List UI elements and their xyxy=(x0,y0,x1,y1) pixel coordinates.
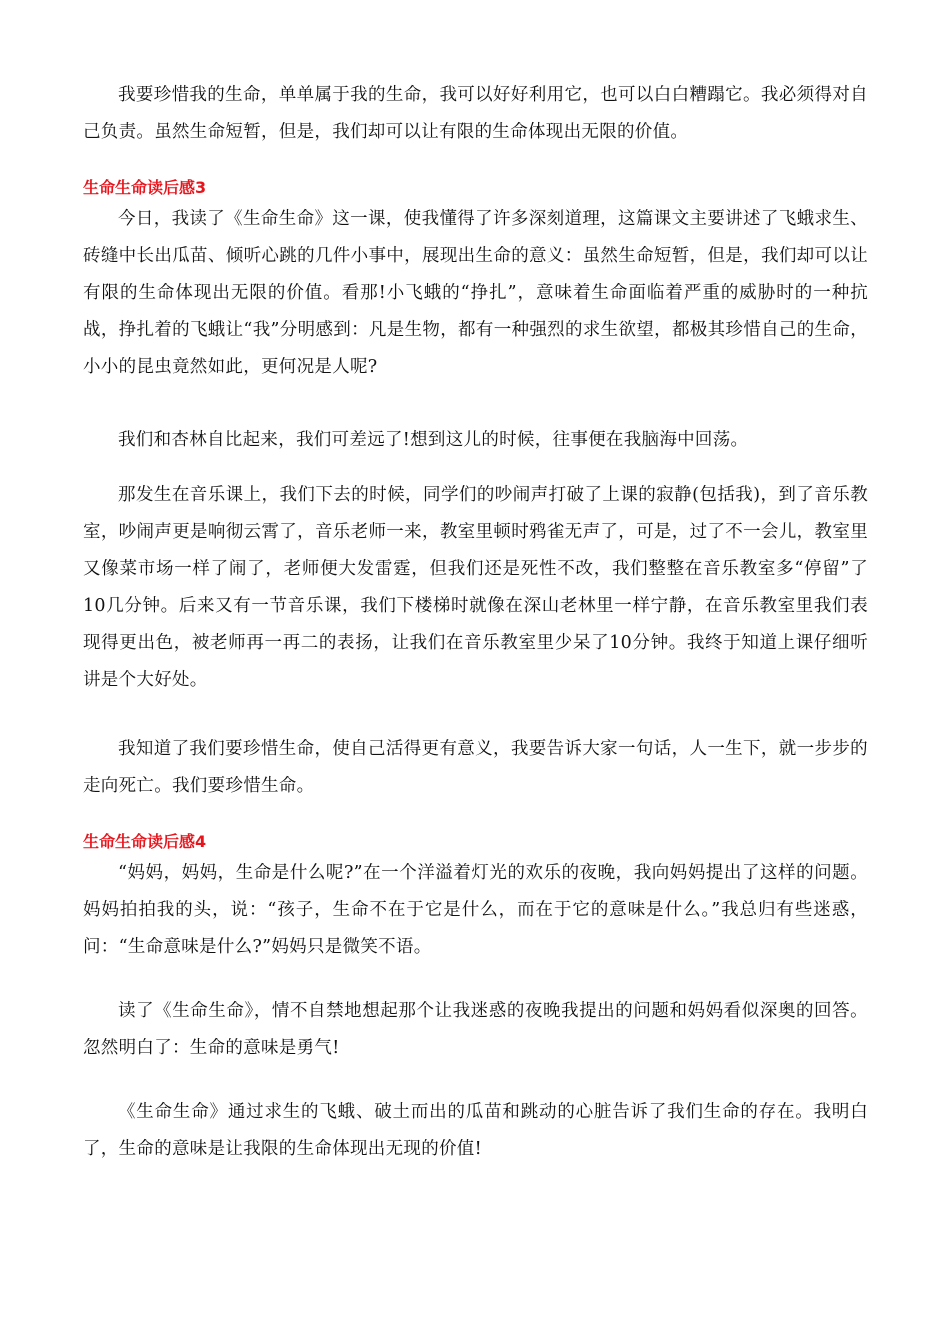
section-3-paragraph-3: 那发生在音乐课上，我们下去的时候，同学们的吵闹声打破了上课的寂静(包括我)，到了音乐教室，吵闹声更是响彻云霄了，音乐老师一来，教室里顿时鸦雀无声了，可是，过了不一会儿，教室里又像菜市场一样了闹了，老师便大发雷霆，但我们还是死性不改，我们整整在音乐教室多“停留”了10几分钟。后来又有一节音乐课，我们下楼梯时就像在深山老林里一样宁静，在音乐教室里我们表现得更出色，被老师再一再二的表扬，让我们在音乐教室里少呆了10分钟。我终于知道上课仔细听讲是个大好处。 xyxy=(83,485,868,690)
section-heading-4: 生命生命读后感4 xyxy=(83,832,207,851)
paragraph-intro: 我要珍惜我的生命，单单属于我的生命，我可以好好利用它，也可以白白糟蹋它。我必须得对自己负责。虽然生命短暂，但是，我们却可以让有限的生命体现出无限的价值。 xyxy=(83,85,868,142)
section-4-paragraph-3: 《生命生命》通过求生的飞蛾、破土而出的瓜苗和跳动的心脏告诉了我们生命的存在。我明白了，生命的意味是让我限的生命体现出无现的价值! xyxy=(83,1102,868,1159)
section-3-paragraph-2: 我们和杏林自比起来，我们可差远了!想到这儿的时候，往事便在我脑海中回荡。 xyxy=(118,430,749,450)
section-heading-3: 生命生命读后感3 xyxy=(83,178,207,197)
section-4-paragraph-1: “妈妈，妈妈，生命是什么呢?”在一个洋溢着灯光的欢乐的夜晚，我向妈妈提出了这样的问题。妈妈拍拍我的头，说：“孩子，生命不在于它是什么，而在于它的意味是什么。”我总归有些迷惑，问：“生命意味是什么?”妈妈只是微笑不语。 xyxy=(83,863,868,957)
section-3-paragraph-4: 我知道了我们要珍惜生命，使自己活得更有意义，我要告诉大家一句话，人一生下，就一步步的走向死亡。我们要珍惜生命。 xyxy=(83,739,868,796)
section-4-paragraph-2: 读了《生命生命》，情不自禁地想起那个让我迷惑的夜晚我提出的问题和妈妈看似深奥的回答。忽然明白了：生命的意味是勇气! xyxy=(83,1001,868,1058)
section-3-paragraph-1: 今日，我读了《生命生命》这一课，使我懂得了许多深刻道理，这篇课文主要讲述了飞蛾求生、砖缝中长出瓜苗、倾听心跳的几件小事中，展现出生命的意义：虽然生命短暂，但是，我们却可以让有限的生命体现出无限的价值。看那!小飞蛾的“挣扎”，意味着生命面临着严重的威胁时的一种抗战，挣扎着的飞蛾让“我”分明感到：凡是生物，都有一种强烈的求生欲望，都极其珍惜自己的生命，小小的昆虫竟然如此，更何况是人呢? xyxy=(83,209,868,377)
